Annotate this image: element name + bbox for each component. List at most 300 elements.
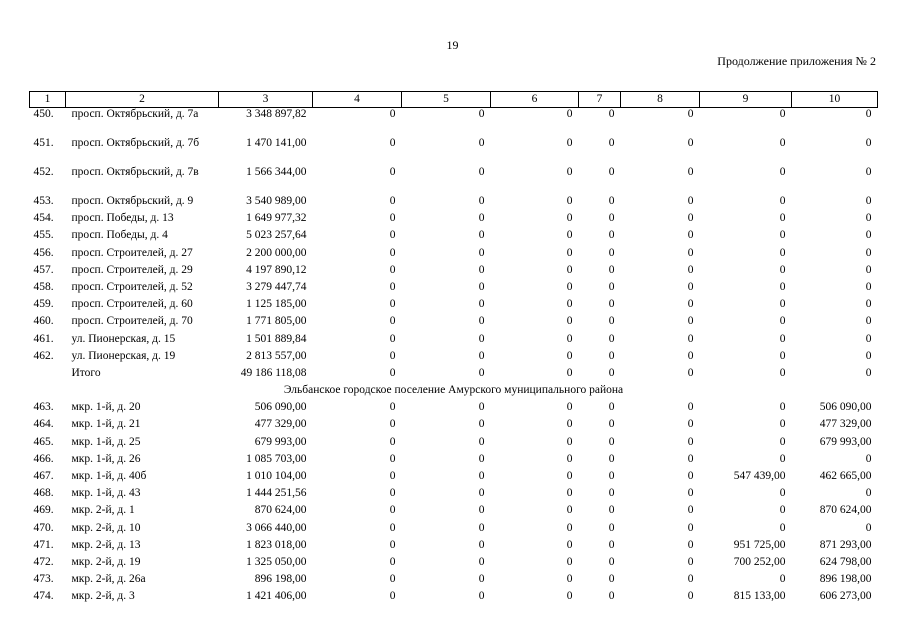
value-cell: 0 — [779, 366, 786, 379]
value-cell: 477 329,00 — [254, 418, 307, 431]
value-cell: 0 — [566, 229, 573, 242]
address-cell: мкр. 1-й, д. 43 — [71, 487, 141, 500]
table-body-section-b — [30, 401, 878, 607]
value-cell: 0 — [389, 401, 396, 414]
column-header: 9 — [700, 92, 792, 108]
address-cell: просп. Победы, д. 4 — [71, 229, 168, 242]
table-row — [30, 108, 878, 138]
address-cell: просп. Строителей, д. 70 — [71, 315, 193, 328]
value-cell: 3 348 897,82 — [246, 108, 307, 120]
value-cell: 0 — [608, 349, 615, 362]
value-cell: 896 198,00 — [819, 573, 872, 586]
row-number: 460. — [33, 315, 54, 328]
value-cell: 0 — [687, 315, 694, 328]
value-cell: 0 — [566, 401, 573, 414]
row-number: 459. — [33, 298, 54, 311]
table-row — [30, 470, 878, 487]
address-cell: просп. Октябрьский, д. 7б — [71, 137, 200, 149]
page-number: 19 — [446, 38, 459, 52]
row-number: 471. — [33, 538, 54, 551]
row-number: 466. — [33, 452, 54, 465]
value-cell: 0 — [389, 246, 396, 259]
value-cell: 0 — [566, 435, 573, 448]
value-cell: 0 — [687, 487, 694, 500]
value-cell: 0 — [389, 212, 396, 225]
data-table — [29, 91, 878, 608]
value-cell: 2 813 557,00 — [246, 349, 307, 362]
table-row — [30, 453, 878, 470]
table-row — [30, 573, 878, 590]
value-cell: 606 273,00 — [819, 590, 872, 603]
value-cell: 0 — [779, 280, 786, 293]
value-cell: 0 — [478, 401, 485, 414]
value-cell: 462 665,00 — [819, 470, 872, 482]
value-cell: 0 — [687, 108, 694, 120]
value-cell: 0 — [865, 315, 872, 328]
value-cell: 0 — [478, 263, 485, 276]
value-cell: 0 — [566, 137, 573, 149]
value-cell: 0 — [865, 246, 872, 259]
value-cell: 0 — [478, 229, 485, 242]
value-cell: 0 — [779, 166, 786, 178]
value-cell: 0 — [687, 229, 694, 242]
row-number: 451. — [33, 137, 54, 149]
row-number: 455. — [33, 229, 54, 242]
value-cell: 0 — [865, 195, 872, 207]
table-row — [30, 166, 878, 195]
value-cell: 0 — [478, 195, 485, 207]
value-cell: 0 — [566, 590, 573, 603]
value-cell: 0 — [779, 418, 786, 431]
value-cell: 0 — [779, 263, 786, 276]
value-cell: 0 — [687, 521, 694, 534]
value-cell: 0 — [608, 573, 615, 586]
value-cell: 0 — [779, 315, 786, 328]
value-cell: 0 — [478, 166, 485, 178]
value-cell: 0 — [687, 280, 694, 293]
value-cell: 0 — [389, 366, 396, 379]
value-cell: 0 — [865, 521, 872, 534]
row-number: 462. — [33, 349, 54, 362]
table-row — [30, 556, 878, 573]
value-cell: 0 — [608, 538, 615, 551]
row-number — [30, 367, 66, 384]
column-header: 8 — [621, 92, 700, 108]
value-cell: 0 — [478, 521, 485, 534]
value-cell: 0 — [779, 137, 786, 149]
value-cell: 0 — [687, 298, 694, 311]
value-cell: 0 — [779, 452, 786, 465]
address-cell: мкр. 1-й, д. 26 — [71, 452, 141, 465]
value-cell: 0 — [478, 315, 485, 328]
value-cell: 0 — [566, 521, 573, 534]
value-cell: 0 — [608, 366, 615, 379]
address-cell: просп. Октябрьский, д. 7в — [71, 166, 199, 178]
value-cell: 0 — [687, 555, 694, 568]
value-cell: 0 — [608, 555, 615, 568]
value-cell: 0 — [389, 195, 396, 207]
row-number: 468. — [33, 487, 54, 500]
row-number: 458. — [33, 280, 54, 293]
value-cell: 0 — [779, 487, 786, 500]
value-cell: 0 — [865, 263, 872, 276]
address-cell: мкр. 2-й, д. 3 — [71, 590, 135, 603]
value-cell: 2 200 000,00 — [246, 246, 307, 259]
value-cell: 0 — [608, 521, 615, 534]
value-cell: 700 252,00 — [733, 555, 786, 568]
value-cell: 0 — [478, 280, 485, 293]
value-cell: 0 — [478, 452, 485, 465]
value-cell: 5 023 257,64 — [246, 229, 307, 242]
value-cell: 0 — [566, 418, 573, 431]
value-cell: 0 — [865, 298, 872, 311]
value-cell: 1 085 703,00 — [246, 452, 307, 465]
value-cell: 0 — [478, 573, 485, 586]
value-cell: 3 066 440,00 — [246, 521, 307, 534]
value-cell: 0 — [687, 366, 694, 379]
value-cell: 0 — [389, 504, 396, 517]
row-number: 452. — [33, 166, 54, 178]
value-cell: 0 — [389, 108, 396, 120]
value-cell: 0 — [687, 212, 694, 225]
value-cell: 0 — [566, 555, 573, 568]
value-cell: 4 197 890,12 — [246, 263, 307, 276]
address-cell: мкр. 1-й, д. 25 — [71, 435, 141, 448]
value-cell: 1 444 251,56 — [246, 487, 307, 500]
value-cell: 0 — [566, 470, 573, 482]
value-cell: 0 — [779, 298, 786, 311]
value-cell: 0 — [478, 555, 485, 568]
value-cell: 0 — [865, 332, 872, 345]
value-cell: 0 — [608, 332, 615, 345]
value-cell: 0 — [389, 452, 396, 465]
value-cell: 0 — [608, 470, 615, 482]
value-cell: 0 — [389, 349, 396, 362]
row-number: 456. — [33, 246, 54, 259]
value-cell: 0 — [608, 195, 615, 207]
table-body-section-a — [30, 108, 878, 385]
value-cell: 0 — [608, 246, 615, 259]
value-cell: 0 — [779, 521, 786, 534]
section-header — [30, 384, 878, 401]
value-cell: 0 — [608, 263, 615, 276]
value-cell: 506 090,00 — [819, 401, 872, 414]
value-cell: 0 — [779, 401, 786, 414]
value-cell: 0 — [608, 108, 615, 120]
value-cell: 0 — [566, 166, 573, 178]
row-number: 465. — [33, 435, 54, 448]
value-cell: 0 — [608, 401, 615, 414]
address-cell: мкр. 2-й, д. 26а — [71, 573, 146, 586]
address-cell: мкр. 1-й, д. 40б — [71, 470, 147, 482]
row-number: 470. — [33, 521, 54, 534]
value-cell: 1 566 344,00 — [246, 166, 307, 178]
value-cell: 1 470 141,00 — [246, 137, 307, 149]
table-row — [30, 281, 878, 298]
value-cell: 0 — [478, 137, 485, 149]
table-row — [30, 333, 878, 350]
value-cell: 0 — [389, 332, 396, 345]
table-row — [30, 137, 878, 166]
section-title-row — [30, 384, 878, 401]
value-cell: 0 — [566, 212, 573, 225]
value-cell: 0 — [865, 229, 872, 242]
appendix-title: Продолжение приложения № 2 — [717, 54, 876, 68]
address-cell: ул. Пионерская, д. 19 — [71, 349, 176, 362]
value-cell: 0 — [865, 487, 872, 500]
value-cell: 0 — [566, 108, 573, 120]
value-cell: 0 — [566, 246, 573, 259]
table-row — [30, 212, 878, 229]
value-cell: 0 — [478, 487, 485, 500]
value-cell: 477 329,00 — [819, 418, 872, 431]
address-cell: Итого — [71, 366, 101, 379]
table-row — [30, 229, 878, 246]
value-cell: 0 — [389, 538, 396, 551]
address-cell: просп. Строителей, д. 60 — [71, 298, 193, 311]
value-cell: 0 — [478, 246, 485, 259]
value-cell: 0 — [779, 108, 786, 120]
value-cell: 0 — [566, 332, 573, 345]
value-cell: 0 — [478, 298, 485, 311]
value-cell: 0 — [566, 573, 573, 586]
address-cell: мкр. 1-й, д. 21 — [71, 418, 141, 431]
column-header: 5 — [402, 92, 491, 108]
value-cell: 0 — [566, 315, 573, 328]
value-cell: 506 090,00 — [254, 401, 307, 414]
value-cell: 0 — [779, 229, 786, 242]
row-number: 473. — [33, 573, 54, 586]
row-number: 461. — [33, 332, 54, 345]
value-cell: 0 — [478, 504, 485, 517]
address-cell: просп. Строителей, д. 27 — [71, 246, 193, 259]
value-cell: 0 — [865, 452, 872, 465]
table-row — [30, 195, 878, 212]
table-row — [30, 539, 878, 556]
value-cell: 0 — [566, 452, 573, 465]
value-cell: 3 540 989,00 — [246, 195, 307, 207]
row-number: 453. — [33, 195, 54, 207]
value-cell: 0 — [779, 212, 786, 225]
value-cell: 871 293,00 — [819, 538, 872, 551]
column-header: 2 — [66, 92, 219, 108]
value-cell: 815 133,00 — [733, 590, 786, 603]
address-cell: просп. Октябрьский, д. 7а — [71, 108, 199, 120]
value-cell: 1 771 805,00 — [246, 315, 307, 328]
row-number: 463. — [33, 401, 54, 414]
table-row — [30, 418, 878, 435]
value-cell: 0 — [687, 401, 694, 414]
table-row — [30, 264, 878, 281]
value-cell: 0 — [779, 349, 786, 362]
value-cell: 0 — [687, 435, 694, 448]
value-cell: 0 — [389, 315, 396, 328]
value-cell: 0 — [566, 366, 573, 379]
value-cell: 0 — [478, 435, 485, 448]
value-cell: 0 — [779, 195, 786, 207]
value-cell: 1 649 977,32 — [246, 212, 307, 225]
table-row — [30, 436, 878, 453]
value-cell: 0 — [687, 332, 694, 345]
value-cell: 0 — [389, 590, 396, 603]
address-cell: просп. Строителей, д. 52 — [71, 280, 193, 293]
address-cell: просп. Октябрьский, д. 9 — [71, 195, 194, 207]
row-number: 450. — [33, 108, 54, 120]
value-cell: 0 — [608, 212, 615, 225]
value-cell: 0 — [608, 298, 615, 311]
value-cell: 0 — [566, 504, 573, 517]
value-cell: 0 — [478, 590, 485, 603]
table-row — [30, 487, 878, 504]
row-number: 467. — [33, 470, 54, 482]
column-header: 6 — [491, 92, 579, 108]
value-cell: 0 — [389, 435, 396, 448]
row-number: 472. — [33, 555, 54, 568]
value-cell: 0 — [687, 137, 694, 149]
value-cell: 0 — [608, 487, 615, 500]
value-cell: 0 — [687, 470, 694, 482]
row-number: 469. — [33, 504, 54, 517]
table-header-row — [30, 92, 878, 108]
column-header: 7 — [579, 92, 621, 108]
value-cell: 0 — [478, 332, 485, 345]
value-cell: 0 — [865, 137, 872, 149]
value-cell: 0 — [389, 229, 396, 242]
value-cell: 0 — [865, 166, 872, 178]
column-header: 1 — [30, 92, 66, 108]
value-cell: 870 624,00 — [819, 504, 872, 517]
value-cell: 0 — [389, 298, 396, 311]
value-cell: 0 — [566, 487, 573, 500]
value-cell: 0 — [865, 212, 872, 225]
value-cell: 0 — [478, 418, 485, 431]
value-cell: 0 — [779, 504, 786, 517]
value-cell: 1 823 018,00 — [246, 538, 307, 551]
value-cell: 0 — [478, 470, 485, 482]
column-header: 3 — [219, 92, 313, 108]
address-cell: мкр. 2-й, д. 13 — [71, 538, 141, 551]
value-cell: 0 — [779, 332, 786, 345]
value-cell: 0 — [608, 229, 615, 242]
value-cell: 0 — [478, 212, 485, 225]
column-header: 10 — [792, 92, 878, 108]
value-cell: 0 — [687, 263, 694, 276]
value-cell: 951 725,00 — [733, 538, 786, 551]
value-cell: 896 198,00 — [254, 573, 307, 586]
value-cell: 0 — [389, 521, 396, 534]
value-cell: 0 — [687, 452, 694, 465]
value-cell: 1 010 104,00 — [246, 470, 307, 482]
value-cell: 0 — [779, 246, 786, 259]
value-cell: 1 501 889,84 — [246, 332, 307, 345]
value-cell: 0 — [389, 470, 396, 482]
value-cell: 0 — [478, 538, 485, 551]
value-cell: 0 — [608, 166, 615, 178]
value-cell: 0 — [566, 195, 573, 207]
value-cell: 0 — [389, 573, 396, 586]
value-cell: 547 439,00 — [733, 470, 786, 482]
value-cell: 0 — [566, 280, 573, 293]
row-number: 464. — [33, 418, 54, 431]
value-cell: 1 125 185,00 — [246, 298, 307, 311]
address-cell: мкр. 1-й, д. 20 — [71, 401, 141, 414]
address-cell: мкр. 2-й, д. 19 — [71, 555, 141, 568]
value-cell: 0 — [865, 108, 872, 120]
value-cell: 0 — [478, 108, 485, 120]
value-cell: 0 — [608, 590, 615, 603]
value-cell: 0 — [687, 538, 694, 551]
value-cell: 0 — [779, 435, 786, 448]
value-cell: 0 — [687, 573, 694, 586]
value-cell: 624 798,00 — [819, 555, 872, 568]
value-cell: 679 993,00 — [819, 435, 872, 448]
value-cell: 0 — [389, 418, 396, 431]
row-number: 474. — [33, 590, 54, 603]
value-cell: 0 — [687, 349, 694, 362]
value-cell: 0 — [865, 280, 872, 293]
value-cell: 0 — [687, 418, 694, 431]
address-cell: мкр. 2-й, д. 10 — [71, 521, 141, 534]
value-cell: 0 — [389, 555, 396, 568]
value-cell: 870 624,00 — [254, 504, 307, 517]
value-cell: 0 — [566, 349, 573, 362]
value-cell: 0 — [608, 418, 615, 431]
table-row — [30, 522, 878, 539]
value-cell: 0 — [566, 298, 573, 311]
table-row — [30, 401, 878, 418]
value-cell: 0 — [389, 280, 396, 293]
value-cell: 0 — [608, 315, 615, 328]
value-cell: 0 — [389, 263, 396, 276]
value-cell: 0 — [687, 246, 694, 259]
value-cell: 49 186 118,08 — [240, 366, 307, 379]
value-cell: 3 279 447,74 — [246, 280, 307, 293]
row-number: 454. — [33, 212, 54, 225]
value-cell: 0 — [608, 504, 615, 517]
value-cell: 0 — [566, 538, 573, 551]
value-cell: 1 421 406,00 — [246, 590, 307, 603]
value-cell: 0 — [608, 452, 615, 465]
value-cell: 679 993,00 — [254, 435, 307, 448]
address-cell: просп. Строителей, д. 29 — [71, 263, 193, 276]
value-cell: 0 — [566, 263, 573, 276]
section-title: Эльбанское городское поселение Амурского муниципального района — [283, 384, 624, 397]
table-row — [30, 350, 878, 367]
table-row — [30, 367, 878, 384]
value-cell: 0 — [478, 366, 485, 379]
value-cell: 0 — [865, 366, 872, 379]
value-cell: 1 325 050,00 — [246, 555, 307, 568]
table-row — [30, 298, 878, 315]
value-cell: 0 — [865, 349, 872, 362]
table-row — [30, 590, 878, 607]
column-header: 4 — [313, 92, 402, 108]
row-number: 457. — [33, 263, 54, 276]
value-cell: 0 — [389, 487, 396, 500]
table-row — [30, 504, 878, 521]
address-cell: мкр. 2-й, д. 1 — [71, 504, 135, 517]
value-cell: 0 — [608, 137, 615, 149]
value-cell: 0 — [779, 573, 786, 586]
value-cell: 0 — [478, 349, 485, 362]
value-cell: 0 — [389, 137, 396, 149]
address-cell: просп. Победы, д. 13 — [71, 212, 174, 225]
value-cell: 0 — [687, 166, 694, 178]
value-cell: 0 — [389, 166, 396, 178]
table-row — [30, 247, 878, 264]
value-cell: 0 — [608, 435, 615, 448]
value-cell: 0 — [687, 195, 694, 207]
